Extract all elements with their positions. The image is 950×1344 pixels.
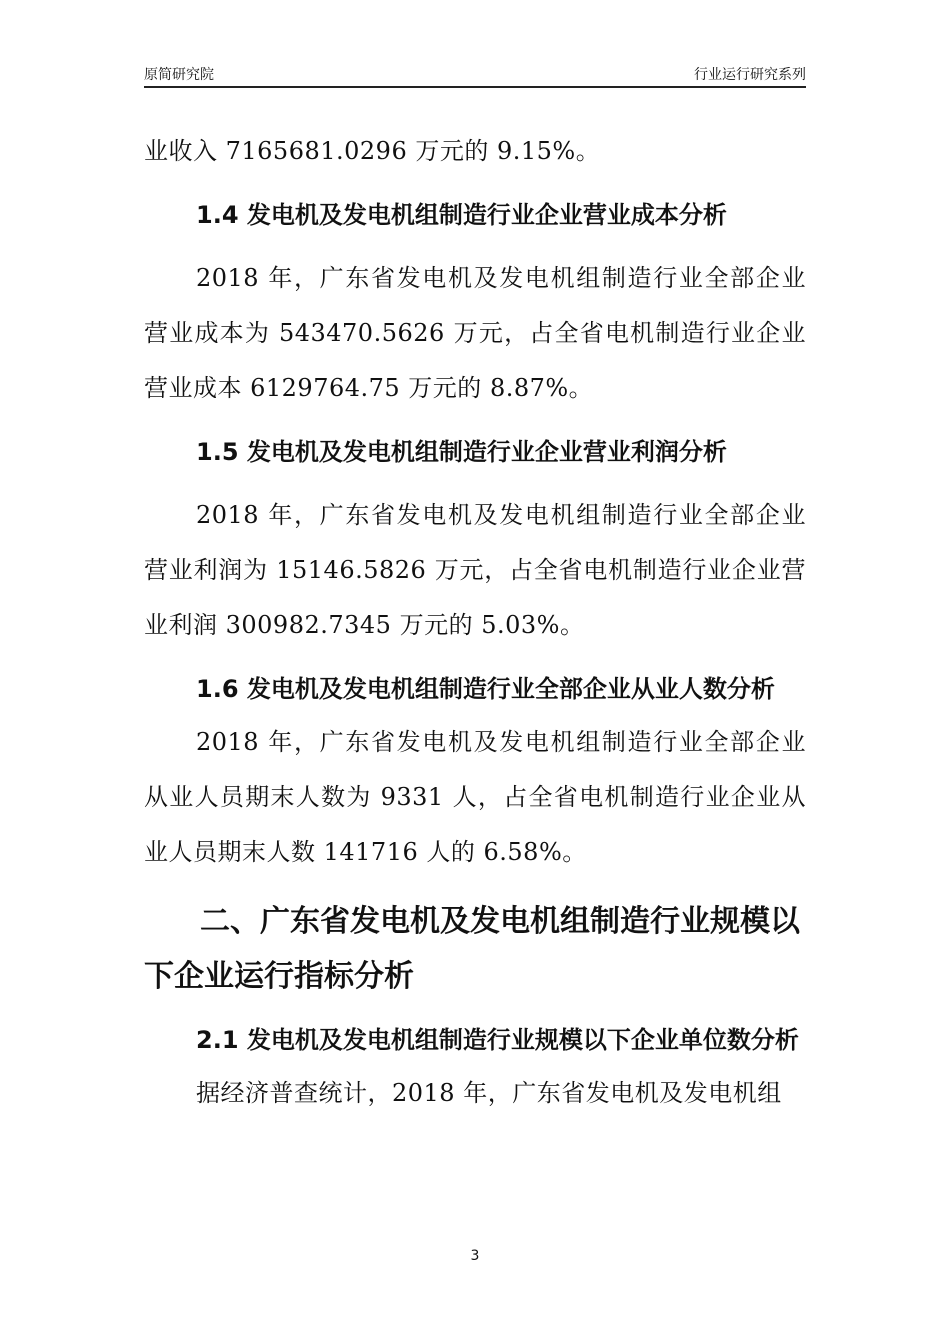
paragraph-operating-cost: 2018 年，广东省发电机及发电机组制造行业全部企业营业成本为 543470.5626 万元，占全省电机制造行业企业营业成本 6129764.75 万元的 8.87%。 [144, 264, 806, 402]
section-heading-1-5: 1.5 发电机及发电机组制造行业企业营业利润分析 [196, 438, 727, 466]
header-publisher: 原简研究院 [144, 67, 214, 83]
paragraph-unit-count: 据经济普查统计，2018 年，广东省发电机及发电机组 [196, 1079, 782, 1107]
section-heading-2-1: 2.1 发电机及发电机组制造行业规模以下企业单位数分析 [196, 1026, 799, 1054]
header-series: 行业运行研究系列 [694, 67, 806, 83]
page-number: 3 [470, 1248, 480, 1264]
chapter-heading-2: 二、广东省发电机及发电机组制造行业规模以下企业运行指标分析 [144, 904, 800, 994]
document-body [144, 124, 806, 1121]
paragraph-continued: 业收入 7165681.0296 万元的 9.15%。 [144, 137, 601, 165]
paragraph-employees: 2018 年，广东省发电机及发电机组制造行业全部企业从业人员期末人数为 9331 人，占全省电机制造行业企业从业人员期末人数 141716 人的 6.58%。 [144, 728, 806, 866]
page-header [144, 64, 806, 88]
section-heading-1-6: 1.6 发电机及发电机组制造行业全部企业从业人数分析 [196, 675, 775, 703]
section-heading-1-4: 1.4 发电机及发电机组制造行业企业营业成本分析 [196, 201, 727, 229]
paragraph-operating-profit: 2018 年，广东省发电机及发电机组制造行业全部企业营业利润为 15146.5826 万元，占全省电机制造行业企业营业利润 300982.7345 万元的 5.03%。 [144, 501, 806, 639]
